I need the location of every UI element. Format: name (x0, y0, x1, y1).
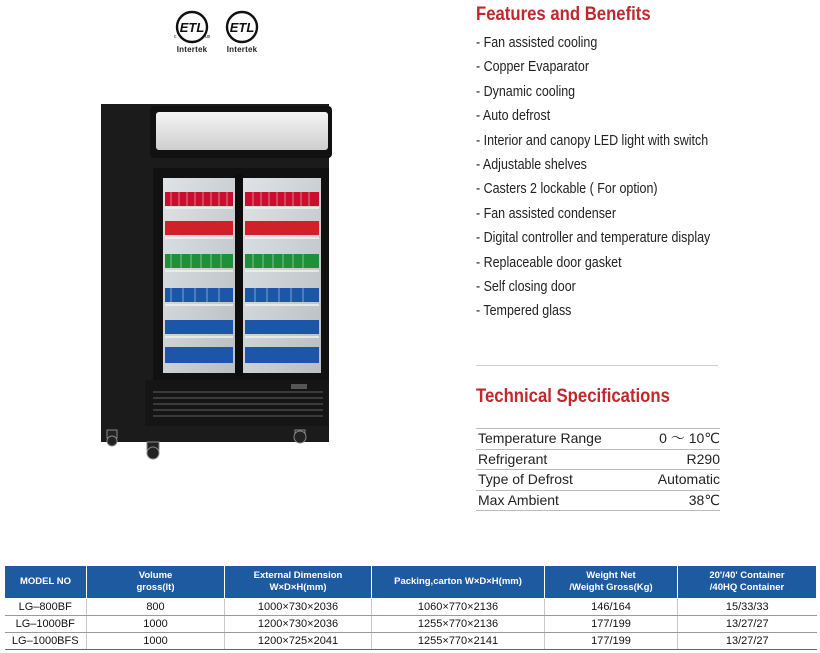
svg-text:ETL: ETL (229, 20, 255, 35)
table-cell: 1060×770×2136 (372, 599, 545, 616)
spec-value: 0 ～ 10℃ (659, 430, 720, 446)
list-item: - Tempered glass (476, 303, 572, 320)
table-cell: 800 (87, 599, 225, 616)
specs-title: Technical Specifications (476, 386, 670, 407)
table-cell: 1255×770×2136 (372, 616, 545, 633)
list-item: - Casters 2 lockable ( For option) (476, 181, 658, 198)
table-cell: LG–1000BF (5, 616, 87, 633)
table-cell: 1000 (87, 616, 225, 633)
cert-label: Intertek (226, 45, 258, 54)
table-cell: 1200×725×2041 (225, 633, 372, 650)
spec-row (476, 428, 720, 450)
features-title: Features and Benefits (476, 4, 651, 25)
svg-text:us: us (205, 34, 211, 40)
column-header: External Dimension W×D×H(mm) (225, 566, 372, 599)
svg-text:c: c (174, 34, 177, 40)
spec-label: Max Ambient (478, 491, 559, 508)
table-header-row (5, 566, 817, 599)
column-header: Weight Net /Weight Gross(Kg) (545, 566, 678, 599)
spec-value: 38℃ (688, 491, 720, 508)
table-cell: 1200×730×2036 (225, 616, 372, 633)
table-cell: 1000 (87, 633, 225, 650)
etl-cus-certification-logo (172, 10, 212, 54)
models-table (4, 565, 817, 650)
list-item: - Adjustable shelves (476, 156, 587, 173)
spec-row (476, 470, 720, 491)
table-cell: 177/199 (545, 633, 678, 650)
list-item: - Replaceable door gasket (476, 254, 622, 271)
table-row (5, 599, 817, 616)
glass-door-beverage-cooler-image (95, 100, 340, 465)
spec-row (476, 450, 720, 471)
specs-table (476, 428, 720, 511)
table-cell: LG–1000BFS (5, 633, 87, 650)
svg-text:ETL: ETL (179, 20, 205, 35)
section-divider (476, 365, 718, 366)
spec-value: Automatic (657, 471, 720, 488)
etl-certification-logo (222, 10, 262, 54)
list-item: - Self closing door (476, 278, 576, 295)
spec-value: R290 (686, 450, 720, 467)
spec-label: Temperature Range (478, 430, 602, 446)
table-cell: 177/199 (545, 616, 678, 633)
column-header: 20'/40' Container /40HQ Container (678, 566, 817, 599)
column-header: Packing,carton W×D×H(mm) (372, 566, 545, 599)
spec-row (476, 491, 720, 512)
list-item: - Interior and canopy LED light with switch (476, 132, 709, 149)
table-row (5, 633, 817, 650)
table-row (5, 616, 817, 633)
table-cell: 1000×730×2036 (225, 599, 372, 616)
table-cell: 146/164 (545, 599, 678, 616)
list-item: - Fan assisted condenser (476, 205, 617, 222)
cert-label: Intertek (176, 45, 208, 54)
column-header: Volume gross(lt) (87, 566, 225, 599)
features-list (476, 33, 748, 326)
spec-label: Refrigerant (478, 450, 548, 467)
list-item: - Copper Evaparator (476, 59, 589, 76)
spec-label: Type of Defrost (478, 471, 573, 488)
column-header: MODEL NO (5, 566, 87, 599)
table-cell: LG–800BF (5, 599, 87, 616)
list-item: - Dynamic cooling (476, 83, 576, 100)
table-cell: 13/27/27 (678, 633, 817, 650)
list-item: - Auto defrost (476, 108, 551, 125)
list-item: - Digital controller and temperature display (476, 230, 711, 247)
table-cell: 13/27/27 (678, 616, 817, 633)
table-cell: 1255×770×2141 (372, 633, 545, 650)
list-item: - Fan assisted cooling (476, 35, 598, 51)
table-cell: 15/33/33 (678, 599, 817, 616)
